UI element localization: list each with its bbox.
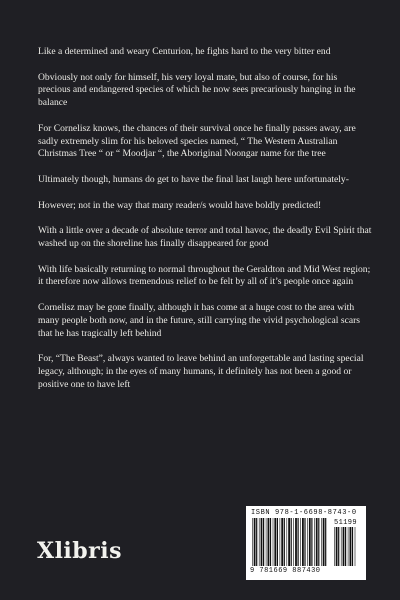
barcode-addon-bars-icon <box>334 527 358 566</box>
barcode-digits: 9 781669 887430 <box>250 567 321 575</box>
blurb-paragraph: For, “The Beast”, always wanted to leave behind an unforgettable and lasting special legacy, although; in the eyes of many humans, it definitely has not been a good or positive one to have left <box>38 353 364 390</box>
barcode-addon-price: 51199 <box>334 519 358 527</box>
blurb-paragraph: Obviously not only for himself, his very loyal mate, but also of course, for his precious and endangered species of which he now sees precariously hanging in the balance <box>38 71 356 109</box>
blurb-paragraph: Ultimately though, humans do get to have the final last laugh here unfortunately- <box>38 173 349 185</box>
blurb-text <box>38 46 372 404</box>
isbn-barcode <box>246 506 366 580</box>
blurb-paragraph: For Cornelisz knows, the chances of their survival once he finally passes away, are sadly extremely slim for his beloved species named, “ The Western Australian Christmas Tree “ or “ Moodjar “, the Aboriginal Noongar name for the tree <box>38 122 356 160</box>
barcode-bars-icon <box>252 518 328 566</box>
isbn-label: ISBN 978-1-6698-8743-0 <box>251 509 357 517</box>
blurb-paragraph: Like a determined and weary Centurion, he fights hard to the very bitter end <box>38 46 331 57</box>
blurb-paragraph: With life basically returning to normal throughout the Geraldton and Mid West region; it therefore now allows tremendous relief to be felt by all of it’s people once again <box>38 263 371 288</box>
blurb-paragraph: With a little over a decade of absolute terror and total havoc, the deadly Evil Spirit that washed up on the shoreline has finally disappeared for good <box>38 225 372 249</box>
publisher-logo: Xlibris <box>37 538 123 564</box>
blurb-paragraph: Cornelisz may be gone finally, although it has come at a huge cost to the area with many people both now, and in the future, still carrying the vivid psychological scars that he has tragically left behind <box>38 301 361 339</box>
blurb-paragraph: However; not in the way that many reader/s would have boldly predicted! <box>38 199 322 211</box>
